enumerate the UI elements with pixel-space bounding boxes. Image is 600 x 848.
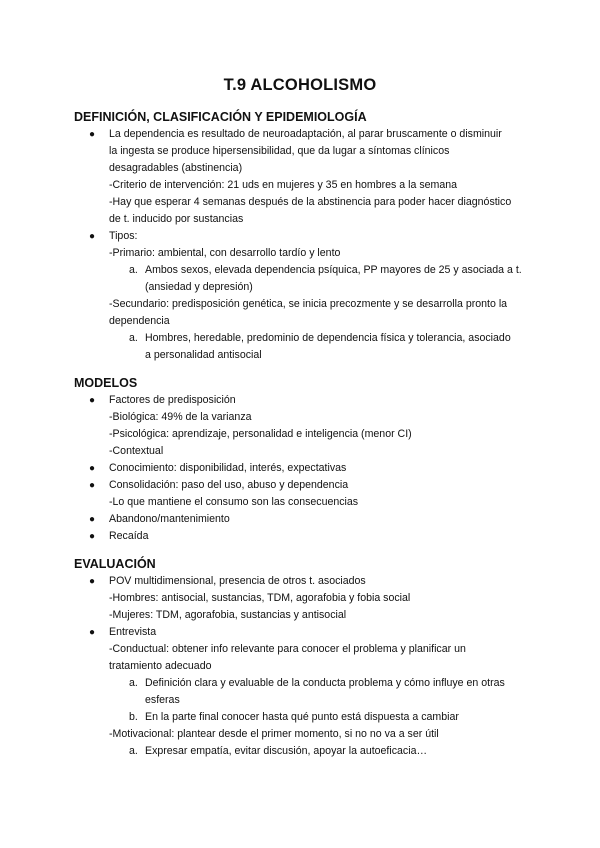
text-line: -Biológica: 49% de la varianza [109,411,252,423]
text-line: La dependencia es resultado de neuroadaptación, al parar bruscamente o disminuir [109,128,502,140]
text-line: Tipos: [109,230,138,242]
section-heading-evaluacion: EVALUACIÓN [74,557,156,571]
section-heading-definicion: DEFINICIÓN, CLASIFICACIÓN Y EPIDEMIOLOGÍA [74,110,367,124]
text-line: -Hombres: antisocial, sustancias, TDM, agorafobia y fobia social [109,592,411,604]
text-line: En la parte final conocer hasta qué punto está dispuesta a cambiar [145,711,459,723]
text-line: esferas [145,694,180,706]
text-line: -Lo que mantiene el consumo son las consecuencias [109,496,359,508]
list-marker-a: a. [129,332,138,344]
text-line: (ansiedad y depresión) [145,281,253,293]
page-title: T.9 ALCOHOLISMO [223,76,377,94]
text-line: -Contextual [109,445,164,457]
text-line: Hombres, heredable, predominio de dependencia física y tolerancia, asociado [145,332,511,344]
text-line: la ingesta se produce hipersensibilidad, que da lugar a síntomas clínicos [109,145,450,157]
bullet-marker: ● [89,395,96,406]
text-line: Ambos sexos, elevada dependencia psíquica, PP mayores de 25 y asociada a t. [145,264,522,276]
list-marker-a: a. [129,745,138,757]
text-line: Definición clara y evaluable de la conducta problema y cómo influye en otras [145,677,505,689]
bullet-marker: ● [89,480,96,491]
text-line: -Criterio de intervención: 21 uds en mujeres y 35 en hombres a la semana [109,179,458,191]
text-line: desagradables (abstinencia) [109,162,243,174]
text-line: -Primario: ambiental, con desarrollo tardío y lento [109,247,341,259]
bullet-marker: ● [89,531,96,542]
bullet-marker: ● [89,463,96,474]
list-marker-b: b. [129,711,138,723]
text-line: Abandono/mantenimiento [109,513,230,525]
text-line: -Mujeres: TDM, agorafobia, sustancias y antisocial [109,609,347,621]
text-line: Factores de predisposición [109,394,236,406]
text-line: -Motivacional: plantear desde el primer momento, si no no va a ser útil [109,728,439,740]
bullet-marker: ● [89,129,96,140]
text-line: POV multidimensional, presencia de otros t. asociados [109,575,366,587]
section-heading-modelos: MODELOS [74,376,138,390]
text-line: de t. inducido por sustancias [109,213,244,225]
list-marker-a: a. [129,677,138,689]
text-line: -Conductual: obtener info relevante para conocer el problema y planificar un [109,643,466,655]
bullet-marker: ● [89,576,96,587]
bullet-marker: ● [89,231,96,242]
text-line: a personalidad antisocial [145,349,262,361]
text-line: dependencia [109,315,170,327]
bullet-marker: ● [89,514,96,525]
text-line: Expresar empatía, evitar discusión, apoyar la autoeficacia… [145,745,428,757]
text-line: -Psicológica: aprendizaje, personalidad e inteligencia (menor CI) [109,428,412,440]
bullet-marker: ● [89,627,96,638]
text-line: Conocimiento: disponibilidad, interés, expectativas [109,462,347,474]
text-line: Recaída [109,530,149,542]
text-line: -Secundario: predisposición genética, se inicia precozmente y se desarrolla pronto la [109,298,508,310]
text-line: -Hay que esperar 4 semanas después de la abstinencia para poder hacer diagnóstico [109,196,512,208]
text-line: Consolidación: paso del uso, abuso y dependencia [109,479,349,491]
text-line: tratamiento adecuado [109,660,212,672]
text-line: Entrevista [109,626,157,638]
list-marker-a: a. [129,264,138,276]
